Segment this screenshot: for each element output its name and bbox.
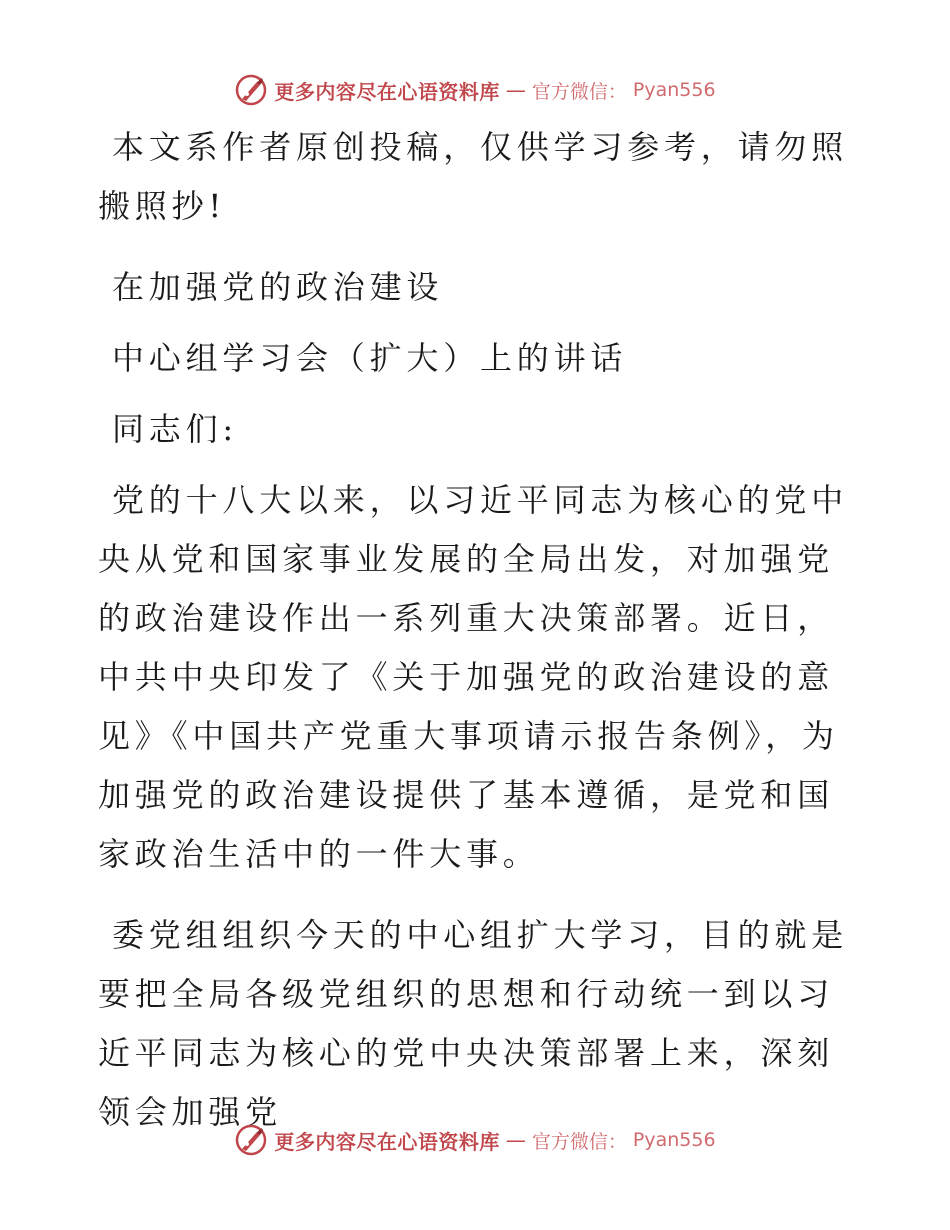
document-body <box>98 118 852 1164</box>
footer-wechat-label: 官方微信： <box>531 1130 627 1153</box>
document-title-line2: 中心组学习会（扩大）上的讲话 <box>112 339 628 377</box>
header-wechat-id: Pyan556 <box>632 79 716 101</box>
header-banner <box>0 70 950 110</box>
header-banner-content <box>234 73 715 107</box>
footer-wechat-id: Pyan556 <box>632 1129 716 1151</box>
copyright-notice: 本文系作者原创投稿，仅供学习参考，请勿照搬照抄! <box>98 128 849 225</box>
header-wechat-label: 官方微信： <box>531 80 627 103</box>
quill-pen-logo-icon <box>234 73 268 107</box>
body-paragraph: 委党组组织今天的中心组扩大学习，目的就是要把全局各级党组织的思想和行动统一到以习近平同志为核心的党中央决策部署上来，深刻领会加强党 <box>98 916 849 1131</box>
footer-banner <box>0 1120 950 1160</box>
footer-separator: — <box>505 1128 526 1152</box>
salutation: 同志们: <box>112 410 238 448</box>
body-paragraph: 党的十八大以来，以习近平同志为核心的党中央从党和国家事业发展的全局出发，对加强党的政治建设作出一系列重大决策部署。近日，中共中央印发了《关于加强党的政治建设的意见》《中国共产党重大事项请示报告条例》，为加强党的政治建设提供了基本遵循，是党和国家政治生活中的一件大事。 <box>98 481 849 873</box>
header-site-text: 更多内容尽在心语资料库 <box>274 79 500 104</box>
document-title-line1: 在加强党的政治建设 <box>112 268 444 306</box>
footer-site-text: 更多内容尽在心语资料库 <box>274 1129 500 1154</box>
header-separator: — <box>505 78 526 102</box>
quill-pen-logo-icon <box>234 1123 268 1157</box>
footer-banner-content <box>234 1123 715 1157</box>
